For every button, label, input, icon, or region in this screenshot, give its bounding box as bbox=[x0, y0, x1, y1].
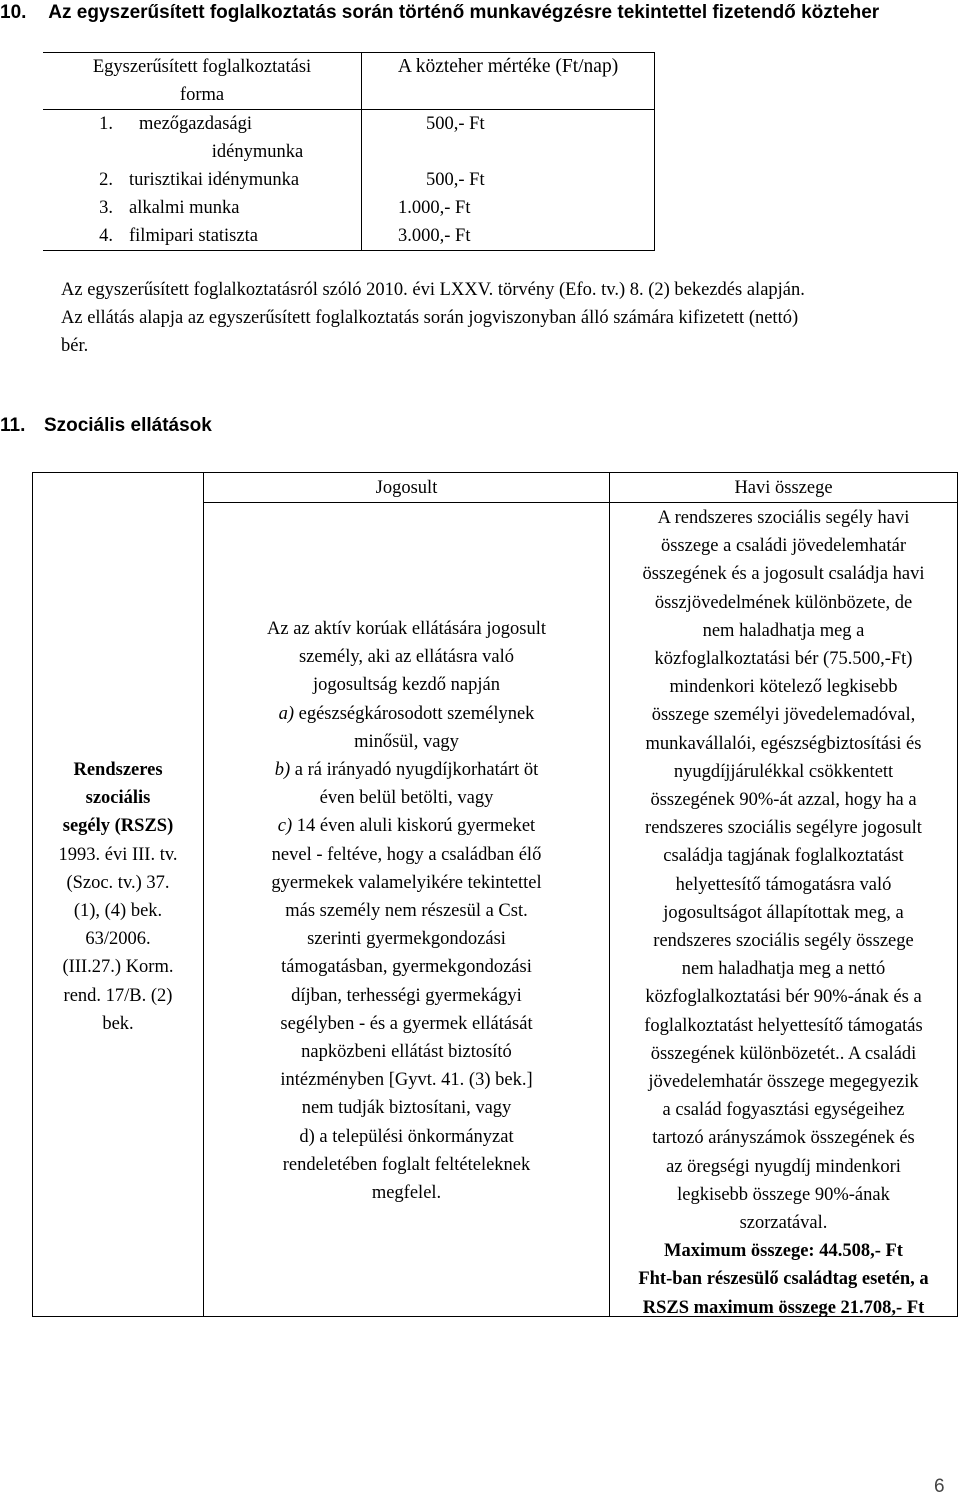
section-11-number: 11. bbox=[0, 415, 26, 436]
row-number: 4. bbox=[99, 226, 113, 246]
row-value: 500,- Ft bbox=[426, 170, 485, 190]
levy-table-row bbox=[43, 110, 655, 167]
row-number: 1. bbox=[99, 114, 113, 134]
section-10-heading bbox=[0, 2, 879, 24]
section-10-title: Az egyszerűsített foglalkoztatás során történő munkavégzésre tekintettel fizetendő közteher bbox=[48, 2, 880, 23]
base-note-line1: Az ellátás alapja az egyszerűsített foglalkoztatás során jogviszonyban álló számára kifizetett (nettó) bbox=[61, 308, 799, 328]
eligibility-text: Az az aktív korúak ellátására jogosult személy, aki az ellátásra való jogosultság kezdő napján a) egészségkárosodott személynek minősül, vagy b) a rá irányadó nyugdíjkorhatárt öt éven belül betölti, vagy c) 14 éven aluli kiskorú gyermeket nevel - feltéve, hogy a családban élő gyermekek valamelyikére tekintettel más személy nem részesül a Cst. szerinti gyermekgondozási támogatásban, gyermekgondozási díjban, terhességi gyermekágyi segélyben - és a gyermek ellátását napközbeni ellátást biztosító intézményben [Gyvt. 41. (3) bek.] nem tudják biztosítani, vagy d) a települési önkormányzat rendeletében foglalt feltételeknek megfelel. bbox=[267, 619, 546, 1204]
levy-table-row bbox=[43, 194, 655, 222]
maximum-amount: Maximum összege: 44.508,- Ft bbox=[664, 1241, 903, 1262]
benefit-legal-ref: 1993. évi III. tv. (Szoc. tv.) 37. (1), (4) bek. 63/2006. (III.27.) Korm. rend. 17/B. (2) bek. bbox=[58, 844, 178, 1034]
levy-table bbox=[43, 52, 655, 251]
levy-table-row bbox=[43, 222, 655, 251]
row-label: turisztikai idénymunka bbox=[129, 170, 300, 190]
legal-reference-note: Az egyszerűsített foglalkoztatásról szóló 2010. évi LXXV. törvény (Efo. tv.) 8. (2) bekezdés alapján. bbox=[61, 280, 805, 300]
row-label: alkalmi munka bbox=[129, 198, 240, 218]
levy-table-header-form-line2: forma bbox=[179, 85, 225, 105]
row-label: filmipari statiszta bbox=[129, 226, 258, 246]
header-jogosult: Jogosult bbox=[375, 478, 438, 498]
benefit-name: Rendszeres szociális segély (RSZS) 1993. évi III. tv. (Szoc. tv.) 37. (1), (4) bek. 63/2006. (III.27.) Korm. rend. 17/B. (2) bek. bbox=[33, 756, 203, 1038]
section-11-title: Szociális ellátások bbox=[43, 415, 212, 436]
social-benefits-table bbox=[32, 472, 958, 1317]
row-label-cont: idénymunka bbox=[211, 142, 304, 162]
levy-table-header-form bbox=[43, 53, 362, 110]
row-value: 500,- Ft bbox=[426, 114, 485, 134]
levy-table-header-form-line1: Egyszerűsített foglalkoztatási bbox=[92, 57, 312, 77]
row-label: mezőgazdasági bbox=[139, 114, 252, 134]
levy-table-row bbox=[43, 166, 655, 194]
row-number: 3. bbox=[99, 198, 113, 218]
section-11-heading bbox=[0, 415, 212, 437]
monthly-amount-text: A rendszeres szociális segély havi összege a családi jövedelemhatár összegének és a jogosult családja havi összjövedelmének különbözete, de nem haladhatja meg a közfoglalkoztatási bér (75.500,-Ft) mindenkori kötelező legkisebb összege személyi jövedelemadóval, munkavállalói, egészségbiztosítási és nyugdíjjárulékkal csökkentett összegének 90%-át azzal, hogy ha a rendszeres szociális segélyre jogosult családja tagjának foglalkoztatást helyettesítő támogatásra való jogosultságot állapítottak meg, a rendszeres szociális segély összege nem haladhatja meg a nettó közfoglalkoztatási bér 90%-ának és a foglalkoztatást helyettesítő támogatás összegének különbözetét.. A családi jövedelemhatár összege megegyezik a család fogyasztási egységeihez tartozó arányszámok összegének és az öregségi nyugdíj mindenkori legkisebb összege 90%-ának szorzatával. Maximum összege: 44.508,- Ft Fht-ban részesülő családtag esetén, a RSZS maximum összege 21.708,- Ft bbox=[610, 504, 957, 1322]
header-havi-osszege: Havi összege bbox=[734, 478, 833, 498]
row-value: 3.000,- Ft bbox=[398, 226, 471, 246]
row-value: 1.000,- Ft bbox=[398, 198, 471, 218]
base-note-line2: bér. bbox=[61, 336, 89, 356]
row-number: 2. bbox=[99, 170, 113, 190]
page-number: 6 bbox=[934, 1476, 945, 1497]
levy-table-header-amount: A közteher mértéke (Ft/nap) bbox=[362, 53, 655, 110]
section-10-number: 10. bbox=[0, 2, 27, 23]
